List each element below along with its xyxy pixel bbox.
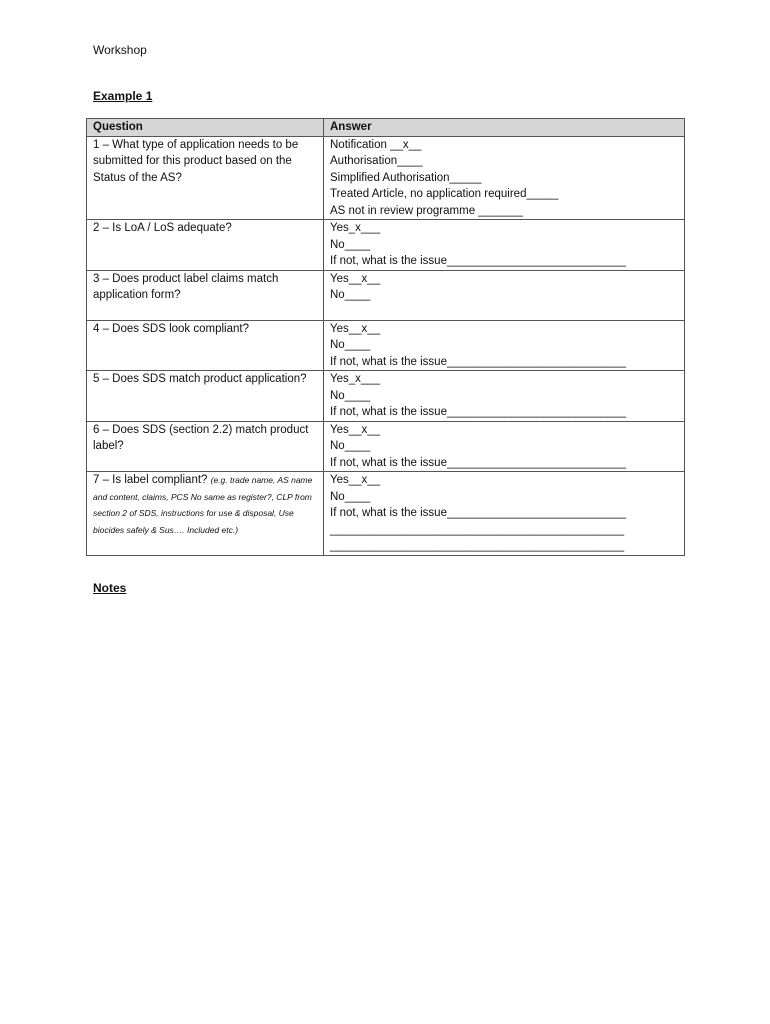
answer-cell: [324, 320, 685, 371]
answer-cell: [324, 136, 685, 220]
question-cell: 6 – Does SDS (section 2.2) match product label?: [87, 421, 324, 472]
question-column-header: Question: [87, 119, 324, 137]
example-title: Example 1: [93, 89, 153, 103]
answer-line: Yes__x__: [330, 322, 381, 335]
answer-line: No____: [330, 389, 371, 402]
question-cell: 3 – Does product label claims match application form?: [87, 270, 324, 320]
table-row: [87, 220, 685, 271]
answer-line: No____: [330, 339, 371, 351]
answer-line: Yes_x___: [330, 373, 381, 385]
answer-line: ______________________________________________: [330, 523, 625, 536]
table-body: [87, 136, 685, 555]
notes-title: Notes: [93, 581, 127, 595]
answer-line: If not, what is the issue____________________________: [330, 406, 627, 418]
question-cell: [87, 472, 324, 556]
question-cell: 2 – Is LoA / LoS adequate?: [87, 220, 324, 271]
table-row: [87, 320, 685, 371]
answer-line: If not, what is the issue____________________________: [330, 456, 627, 469]
answer-column-header: Answer: [324, 119, 685, 137]
answer-line: Simplified Authorisation_____: [330, 171, 482, 184]
answer-line: No____: [330, 440, 371, 452]
answer-line: If not, what is the issue____________________________: [330, 507, 627, 519]
answer-cell: [324, 270, 685, 320]
answer-cell: [324, 421, 685, 472]
answer-line: Authorisation____: [330, 155, 423, 167]
answer-cell: [324, 220, 685, 271]
answer-line: Treated Article, no application required_____: [330, 188, 559, 200]
answer-cell: [324, 472, 685, 556]
table-row: [87, 136, 685, 220]
table-row: [87, 270, 685, 320]
question-cell: 5 – Does SDS match product application?: [87, 371, 324, 422]
answer-line: No____: [330, 238, 371, 251]
question-answer-table: [86, 118, 685, 556]
answer-line: Notification __x__: [330, 138, 422, 151]
answer-line: Yes_x___: [330, 222, 381, 234]
answer-line: AS not in review programme _______: [330, 204, 524, 217]
answer-line: No____: [330, 289, 371, 301]
question-cell: 4 – Does SDS look compliant?: [87, 320, 324, 371]
answer-line: Yes__x__: [330, 474, 381, 486]
answer-line: No____: [330, 490, 371, 503]
table-row: [87, 472, 685, 556]
question-cell: 1 – What type of application needs to be submitted for this product based on the Status of the AS?: [87, 136, 324, 220]
answer-line: If not, what is the issue____________________________: [330, 355, 627, 368]
answer-line: If not, what is the issue____________________________: [330, 255, 627, 267]
answer-line: Yes__x__: [330, 423, 381, 436]
question-text: 7 – Is label compliant?: [93, 474, 211, 486]
answer-line: Yes__x__: [330, 272, 381, 285]
table-header-row: [87, 119, 685, 137]
answer-line: ______________________________________________: [330, 540, 625, 552]
question-note: (e.g. trade name, AS name and content, claims, PCS No same as register?, CLP from section 2 of SDS, instructions for use & disposal, Use biocides safely & Sus…. Included etc.): [93, 475, 313, 535]
answer-cell: [324, 371, 685, 422]
table-row: [87, 371, 685, 422]
table-row: [87, 421, 685, 472]
page-header: Workshop: [93, 43, 147, 57]
